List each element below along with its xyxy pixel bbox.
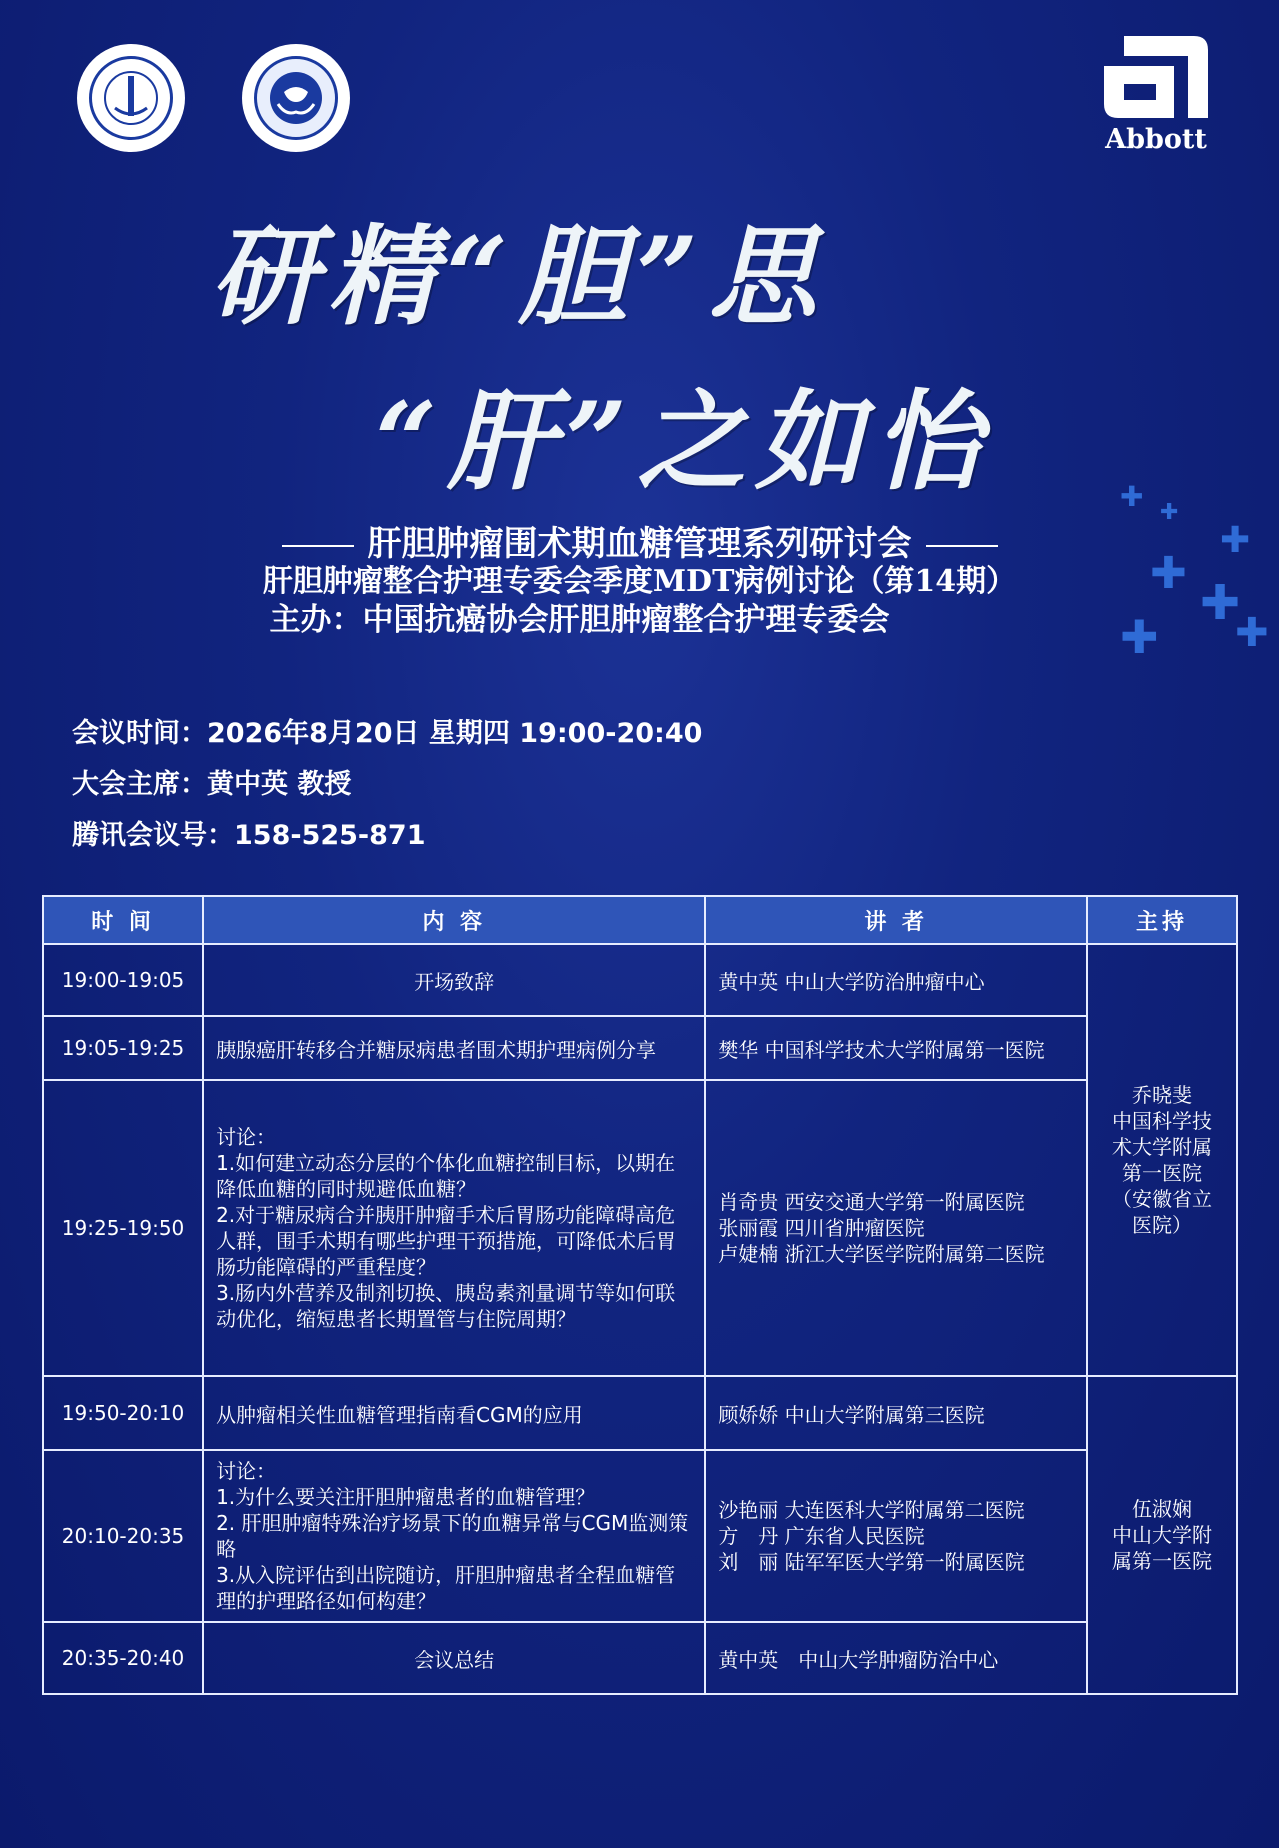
committee-logo	[242, 44, 350, 152]
row-content: 开场致辞	[203, 944, 705, 1016]
cross-decoration-icon: ✚	[1150, 548, 1187, 599]
time-label: 会议时间：	[72, 718, 207, 749]
sword-emblem-icon	[101, 68, 161, 128]
cross-decoration-icon: ✚	[1200, 575, 1241, 631]
table-row	[43, 1622, 1237, 1694]
row-content: 讨论： 1.如何建立动态分层的个体化血糖控制目标，以期在降低血糖的同时规避低血糖？ 2.对于糖尿病合并胰肝肿瘤手术后胃肠功能障碍高危人群，围手术期有哪些护理干预措施，可降低术后胃肠功能障碍的严重程度？ 3.肠内外营养及制剂切换、胰岛素剂量调节等如何联动优化，缩短患者长期置管与住院周期？	[203, 1080, 705, 1376]
session-title: 肝胆肿瘤整合护理专委会季度MDT病例讨论（第14期）	[262, 564, 1017, 599]
meeting-chair	[72, 762, 351, 801]
row-time: 19:50-20:10	[43, 1376, 203, 1450]
title-line-2: “肝”之如怡	[375, 379, 992, 505]
table-row	[43, 1450, 1237, 1622]
header-host: 主持	[1087, 896, 1237, 944]
schedule-table	[42, 895, 1238, 1695]
row-time: 19:05-19:25	[43, 1016, 203, 1080]
divider	[282, 545, 354, 547]
time-value: 2026年8月20日 星期四 19:00-20:40	[207, 718, 703, 749]
row-content: 从肿瘤相关性血糖管理指南看CGM的应用	[203, 1376, 705, 1450]
row-speaker: 樊华 中国科学技术大学附属第一医院	[705, 1016, 1087, 1080]
title-line-1: 研精“胆”思	[210, 214, 827, 340]
table-row	[43, 1080, 1237, 1376]
row-time: 20:35-20:40	[43, 1622, 203, 1694]
abbott-logo-icon	[1104, 36, 1208, 118]
row-time: 19:25-19:50	[43, 1080, 203, 1376]
row-time: 20:10-20:35	[43, 1450, 203, 1622]
liver-hands-icon	[266, 68, 326, 128]
row-content: 会议总结	[203, 1622, 705, 1694]
cross-decoration-icon: ✚	[1220, 520, 1251, 561]
meeting-label: 腾讯会议号：	[72, 820, 234, 851]
row-speaker: 沙艳丽 大连医科大学附属第二医院 方 丹 广东省人民医院 刘 丽 陆军军医大学第一附属医院	[705, 1450, 1087, 1622]
divider	[926, 545, 998, 547]
chair-label: 大会主席：	[72, 769, 207, 800]
header-time: 时 间	[43, 896, 203, 944]
row-speaker: 顾娇娇 中山大学附属第三医院	[705, 1376, 1087, 1450]
cross-decoration-icon: ✚	[1235, 610, 1269, 656]
header-content: 内 容	[203, 896, 705, 944]
row-content: 讨论： 1.为什么要关注肝胆肿瘤患者的血糖管理？ 2. 肝胆肿瘤特殊治疗场景下的血糖异常与CGM监测策略 3.从入院评估到出院随访，肝胆肿瘤患者全程血糖管理的护理路径如何构建？	[203, 1450, 705, 1622]
meeting-id	[72, 813, 426, 852]
header-speaker: 讲 者	[705, 896, 1087, 944]
table-row	[43, 944, 1237, 1016]
series-title: 肝胆肿瘤围术期血糖管理系列研讨会	[367, 524, 912, 564]
cross-decoration-icon: ✚	[1160, 500, 1179, 525]
chair-value: 黄中英 教授	[207, 769, 352, 800]
organizer-line: 主办：中国抗癌协会肝胆肿瘤整合护理专委会	[269, 602, 890, 638]
row-time: 19:00-19:05	[43, 944, 203, 1016]
row-speaker: 黄中英 中山大学防治肿瘤中心	[705, 944, 1087, 1016]
abbott-wordmark: Abbott	[1105, 124, 1207, 155]
host-cell: 乔晓斐 中国科学技 术大学附属 第一医院 （安徽省立 医院）	[1087, 944, 1237, 1376]
row-content: 胰腺癌肝转移合并糖尿病患者围术期护理病例分享	[203, 1016, 705, 1080]
table-row	[43, 1016, 1237, 1080]
row-speaker: 黄中英 中山大学肿瘤防治中心	[705, 1622, 1087, 1694]
host-cell: 伍淑娴 中山大学附 属第一医院	[1087, 1376, 1237, 1694]
cross-decoration-icon: ✚	[1120, 610, 1159, 664]
anticancer-association-logo	[77, 44, 185, 152]
meeting-time	[72, 711, 702, 750]
cross-decoration-icon: ✚	[1120, 480, 1144, 513]
table-row	[43, 1376, 1237, 1450]
meeting-value: 158-525-871	[234, 820, 426, 851]
row-speaker: 肖奇贵 西安交通大学第一附属医院 张丽霞 四川省肿瘤医院 卢婕楠 浙江大学医学院附属第二医院	[705, 1080, 1087, 1376]
table-header-row	[43, 896, 1237, 944]
